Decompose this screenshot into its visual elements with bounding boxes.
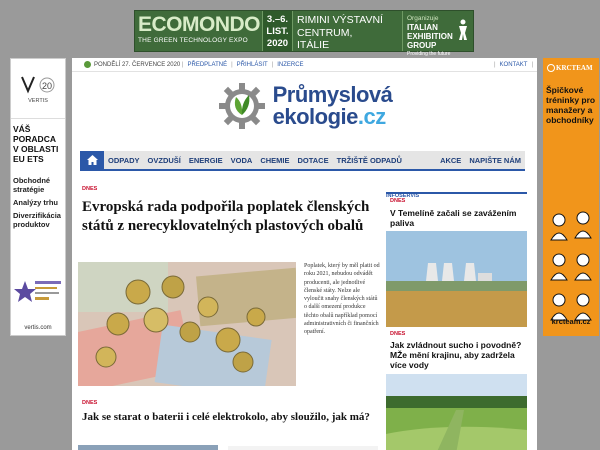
nav-item-dotace[interactable]: DOTACE [297,155,329,165]
main-page [72,58,537,450]
ads-link[interactable]: INZERCE [277,61,304,68]
vertis-logo-text: VERTIS [28,97,48,104]
krcteam-logo [547,64,593,72]
vertis-ad[interactable] [10,58,66,336]
vertis-site: vertis.com [24,325,52,331]
sidebar-headline[interactable]: Jak zvládnout sucho i povodně? MŽe mění krajinu, aby zadržela více vody [390,340,522,370]
banner-org-label: Organizuje [407,15,439,22]
nav-home[interactable] [80,151,104,169]
nav-item-voda[interactable]: VODA [230,155,253,165]
article-image-money[interactable] [78,262,296,386]
banner-venue-line: ITÁLIE [297,39,330,51]
logo-line2-text: ekologie [272,104,358,129]
vertis-item: Obchodné stratégie [13,176,51,194]
utility-bar [72,58,537,72]
award-badge [13,275,63,319]
vertis-headline: VÁŠ PORADCA V OBLASTI EU ETS [13,124,59,164]
article-image[interactable] [78,445,218,450]
home-icon [87,155,98,165]
vertis-item: Analýzy trhu [13,198,59,207]
ecomondo-banner[interactable] [134,10,474,57]
nav-item-akce[interactable]: AKCE [440,155,462,165]
vertis-logo-icon [18,74,58,96]
separator: | [493,61,496,68]
banner-date-line: LIST. [266,26,289,37]
nav-item-ovzdusi[interactable]: OVZDUŠÍ [147,155,181,165]
separator: | [531,61,533,68]
banner-date [262,11,292,51]
logo-text [273,84,393,128]
sidebar-tag: DNES [390,331,406,337]
gear-leaf-icon [217,81,267,131]
banner-venue [292,11,402,51]
nav-item-chemie[interactable]: CHEMIE [260,155,290,165]
banner-brand: ECOMONDO [138,13,260,36]
banner-brand-block [135,11,262,51]
banner-organizer [402,11,473,57]
nav-item-trziste-odpadu[interactable]: TRŽIŠTĚ ODPADŮ [336,155,402,165]
subscribe-link[interactable]: PŘEDPLATNÉ [187,61,228,68]
banner-date-line: 3.–6. [266,14,289,25]
banner-org-sub: Providing the future [407,51,451,57]
nav-item-energie[interactable]: ENERGIE [188,155,223,165]
article-perex: Poplatek, který by měl platit od roku 2021, nebudou odvádět producenti, ale jednotlivé členské státy. Nelze ale vyloučit snahy členských států o další omezení produkce těchto obalů například pomocí administrativních či finančních opatření. [304,263,380,336]
separator: | [231,61,233,68]
logo-line1: Průmyslová [272,82,393,107]
article-tag: DNES [82,400,98,406]
vertis-logo [11,59,65,119]
logo-line2 [273,106,393,128]
weather-icon [84,61,91,68]
krcteam-text: Špičkové tréninky pro manažery a obchodníky [546,85,596,125]
banner-date-line: 2020 [266,38,289,49]
banner-venue-line: CENTRUM, [297,26,353,39]
article-headline[interactable]: Evropská rada podpořila poplatek členských států z nerecyklovatelných plastových obalů [82,199,370,234]
separator: | [180,61,184,68]
vertis-item: Diverzifikácia produktov [13,211,61,229]
krcteam-ad[interactable] [543,58,599,336]
krcteam-logo-icon [547,64,555,72]
article-perex [228,446,378,450]
separator: | [271,61,274,68]
contact-link[interactable]: KONTAKT [499,61,528,68]
people-illustration [547,208,595,323]
svg-text:20: 20 [42,80,53,91]
nav-item-odpady[interactable]: ODPADY [108,155,140,165]
vertis-items [11,164,65,229]
krcteam-logo-text: KRCTEAM [556,64,593,72]
sidebar-headline[interactable]: V Temelíně začali se zavážením paliva [390,208,517,228]
infoservis-header [386,184,527,199]
site-logo[interactable] [72,72,537,140]
banner-org-name: ITALIAN EXHIBITION GROUP [407,23,453,50]
sidebar-image-temelin[interactable] [386,231,527,327]
sidebar-tag: DNES [390,198,406,204]
main-nav [80,151,525,171]
nav-item-napiste-nam[interactable]: NAPIŠTE NÁM [469,155,521,165]
article-tag: DNES [82,186,98,192]
banner-tagline: THE GREEN TECHNOLOGY EXPO [138,37,248,44]
logo-tld: .cz [357,104,386,129]
krcteam-site: krcteam.cz [551,317,591,326]
sidebar-image-landscape[interactable] [386,374,527,450]
ieg-person-icon [456,19,470,41]
current-date: PONDĚLÍ 27. ČERVENCE 2020 [94,61,181,68]
infoservis-title: INFOSERVIS [386,193,420,199]
login-link[interactable]: PŘIHLÁSIT [236,61,268,68]
banner-venue-line: RIMINI VÝSTAVNÍ [297,14,383,26]
article-headline[interactable]: Jak se starat o baterii i celé elektrokolo, aby sloužilo, jak má? [82,411,370,423]
